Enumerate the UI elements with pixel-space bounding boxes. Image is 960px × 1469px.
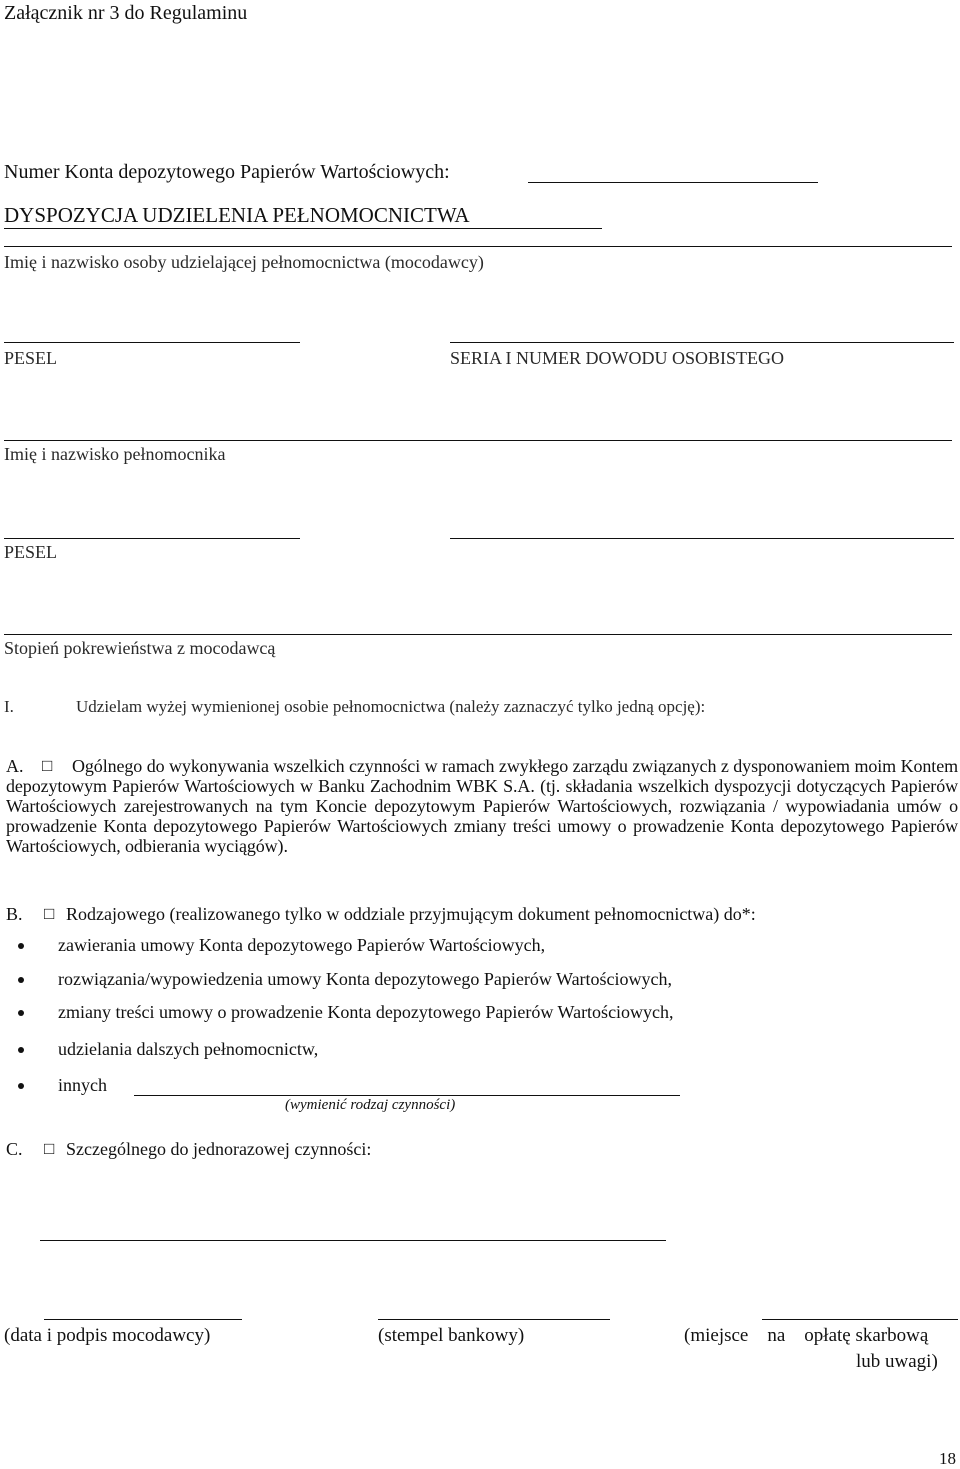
- option-b-checkbox[interactable]: □: [44, 904, 55, 923]
- grantor-id-field[interactable]: [450, 342, 954, 343]
- option-c-checkbox[interactable]: □: [44, 1139, 55, 1158]
- option-b-item-3: zmiany treści umowy o prowadzenie Konta depozytowego Papierów Wartościowych,: [58, 1002, 674, 1022]
- grantor-name-field[interactable]: [4, 246, 952, 247]
- page-number: 18: [939, 1449, 956, 1468]
- other-activities-hint: (wymienić rodzaj czynności): [285, 1097, 456, 1113]
- option-b-item-5: innych: [58, 1075, 107, 1095]
- attorney-pesel-label: PESEL: [4, 542, 58, 562]
- fee-field[interactable]: [762, 1319, 958, 1320]
- option-a-text: Ogólnego do wykonywania wszelkich czynności w ramach zwykłego zarządu związanych z dysponowaniem moim Kontem depozytowym Papierów Wartościowych w Banku Zachodnim WBK S.A. (tj. składania wszelkich dyspozycji dotyczących Papierów Wartościowych zarejestrowanych na tym Koncie depozytowym Papierów Wartościowych, rozwiązania / wypowiadania umów o prowadzenie Konta depozytowego Papierów Wartościowych zmiany treści umowy o prowadzenie Konta depozytowego Papierów Wartościowych, odbierania wyciągów).: [6, 756, 958, 856]
- fee-label-line-2: lub uwagi): [856, 1351, 938, 1372]
- grantor-pesel-label: PESEL: [4, 348, 58, 368]
- bullet-icon: [18, 1010, 24, 1016]
- bank-stamp-label: (stempel bankowy): [378, 1325, 525, 1346]
- option-a-checkbox[interactable]: □: [42, 756, 53, 775]
- option-a-letter: A.: [6, 756, 24, 776]
- grantor-pesel-field[interactable]: [4, 342, 300, 343]
- kinship-field[interactable]: [4, 634, 952, 635]
- bullet-icon: [18, 977, 24, 983]
- form-title-underline: [4, 228, 602, 229]
- section-i-text: Udzielam wyżej wymienionej osobie pełnomocnictwa (należy zaznaczyć tylko jedną opcję):: [76, 697, 706, 716]
- grantor-name-label: Imię i nazwisko osoby udzielającej pełnomocnictwa (mocodawcy): [4, 252, 484, 272]
- form-title: DYSPOZYCJA UDZIELENIA PEŁNOMOCNICTWA: [4, 203, 470, 227]
- option-b-text: Rodzajowego (realizowanego tylko w oddziale przyjmującym dokument pełnomocnictwa) do*:: [66, 904, 756, 924]
- option-c-letter: C.: [6, 1139, 23, 1159]
- bullet-icon: [18, 1083, 24, 1089]
- account-number-label: Numer Konta depozytowego Papierów Wartościowych:: [4, 161, 450, 183]
- attachment-title: Załącznik nr 3 do Regulaminu: [4, 2, 248, 24]
- bank-stamp-field[interactable]: [378, 1319, 610, 1320]
- other-activities-field[interactable]: [134, 1095, 680, 1096]
- grantor-signature-label: (data i podpis mocodawcy): [4, 1325, 211, 1346]
- section-i-number: I.: [4, 697, 14, 716]
- option-b-item-1: zawierania umowy Konta depozytowego Papierów Wartościowych,: [58, 935, 546, 955]
- kinship-label: Stopień pokrewieństwa z mocodawcą: [4, 638, 276, 658]
- bullet-icon: [18, 1047, 24, 1053]
- option-b-letter: B.: [6, 904, 23, 924]
- single-activity-field[interactable]: [40, 1240, 666, 1241]
- option-b-item-2: rozwiązania/wypowiedzenia umowy Konta depozytowego Papierów Wartościowych,: [58, 969, 673, 989]
- attorney-name-field[interactable]: [4, 440, 952, 441]
- bullet-icon: [18, 943, 24, 949]
- grantor-id-label: SERIA I NUMER DOWODU OSOBISTEGO: [450, 348, 785, 368]
- option-c-text: Szczególnego do jednorazowej czynności:: [66, 1139, 372, 1159]
- attorney-id-field[interactable]: [450, 538, 954, 539]
- option-b-item-4: udzielania dalszych pełnomocnictw,: [58, 1039, 319, 1059]
- account-number-field[interactable]: [528, 182, 818, 183]
- grantor-signature-field[interactable]: [44, 1319, 242, 1320]
- attorney-pesel-field[interactable]: [4, 538, 300, 539]
- fee-label-line-1: (miejsce na opłatę skarbową: [684, 1325, 929, 1346]
- attorney-name-label: Imię i nazwisko pełnomocnika: [4, 444, 226, 464]
